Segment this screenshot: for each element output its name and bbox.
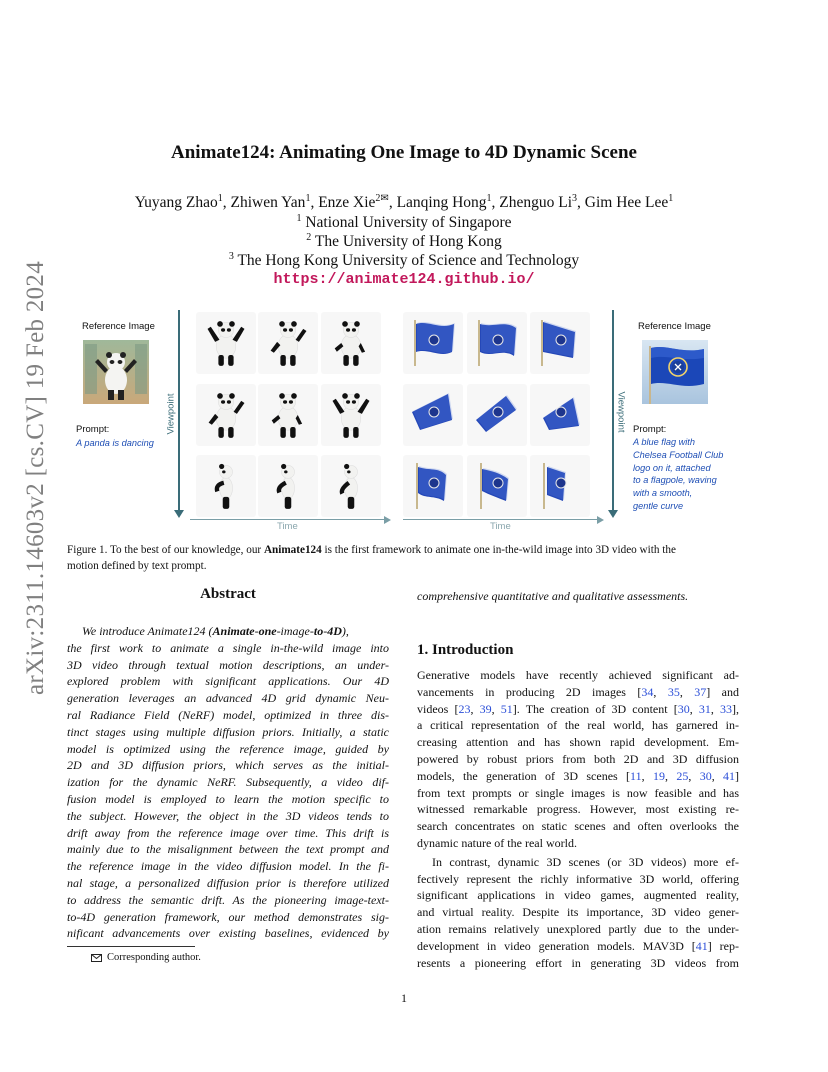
author-name: , Zhenguo Li (491, 194, 573, 211)
panda-render (258, 312, 318, 374)
text-line (417, 904, 739, 921)
author-sup: 1 (668, 192, 674, 204)
text-segment: Generative models have recently achieved significant ad- (417, 668, 739, 682)
author-sup: 3 (572, 192, 578, 204)
abstract-text: We introduce Animate124 ( (82, 624, 213, 638)
flag-render (467, 312, 527, 374)
text-line: to-4D generation framework, our method demonstrates sig- (67, 909, 389, 924)
text-line (417, 701, 739, 718)
abstract-heading (67, 586, 389, 603)
arxiv-stamp: arXiv:2311.14603v2 [cs.CV] 19 Feb 2024 (22, 260, 49, 696)
time-arrow-right-icon (597, 516, 604, 524)
text-segment: , (641, 768, 653, 783)
text-segment: search concentrates on static scenes and often overlooks the (417, 819, 739, 834)
text-segment: resents a pioneering effort in generating 3D videos from (417, 955, 739, 970)
flag-render (530, 312, 590, 374)
flag-render (467, 455, 527, 517)
text-line: 2D and 3D diffusion priors, which serves as the initial- (67, 758, 389, 773)
affiliation-1 (0, 214, 808, 232)
text-line: drift away from the reference image over time. This drift is (67, 825, 389, 840)
introduction-body (417, 667, 739, 971)
author-name: , Enze Xie (310, 194, 376, 211)
abstract-text: - (254, 624, 259, 638)
panda-render (196, 312, 256, 374)
caption-text: motion defined by text prompt. (67, 559, 207, 572)
abstract-text: - (323, 624, 328, 638)
text-segment: In contrast, dynamic 3D scenes (or 3D videos) more ef- (432, 854, 739, 869)
text-segment: and virtual reality. Despite its importance, 3D video gener- (417, 905, 739, 920)
text-segment: , (470, 701, 480, 716)
viewpoint-axis-left (178, 310, 180, 516)
text-line (417, 854, 739, 871)
affiliation-name: The University of Hong Kong (311, 233, 502, 250)
author-name: , Lanqing Hong (388, 194, 487, 211)
text-line (417, 955, 739, 972)
abstract-bold: one (258, 624, 277, 638)
text-segment: dynamic nature of the real world. (417, 835, 577, 850)
text-line (417, 785, 739, 802)
viewpoint-label-right: Viewpoint (615, 391, 627, 433)
time-label-right: Time (490, 521, 511, 532)
text-line: ral Radiance Field (NeRF) model, optimized in three dis- (67, 707, 389, 722)
citation-link[interactable]: 41 (695, 938, 708, 953)
citation-link[interactable]: 31 (698, 701, 711, 716)
text-line (417, 921, 739, 938)
text-segment: ] rep- (707, 938, 739, 953)
text-line (417, 734, 739, 751)
text-line (417, 871, 739, 888)
text-segment: ] (735, 768, 740, 783)
abstract-lines (67, 640, 389, 942)
text-line: the subject. However, the object in the 3D videos tends to (67, 808, 389, 823)
text-segment: , (689, 701, 699, 716)
author-sup: 2✉ (375, 192, 389, 204)
right-reference-label: Reference Image (638, 321, 711, 332)
text-line: 3D video through textual motion descriptions, an under- (67, 657, 389, 672)
text-segment: , (491, 701, 501, 716)
panda-render (321, 455, 381, 517)
text-line (417, 938, 739, 955)
text-line: model is optimized using the reference image, guided by (67, 741, 389, 756)
citation-link[interactable]: 41 (723, 768, 736, 783)
text-line: mainly due to the misalignment between the text prompt and (67, 842, 389, 857)
citation-link[interactable]: 11 (630, 768, 642, 783)
text-line (417, 667, 739, 684)
project-url-link[interactable]: https://animate124.github.io/ (273, 271, 535, 288)
text-segment: , (711, 768, 724, 783)
panda-render (321, 312, 381, 374)
author-sup: 1 (217, 192, 223, 204)
affiliation-name: National University of Singapore (301, 214, 512, 231)
author-sup: 1 (305, 192, 311, 204)
text-line: the reference image in the video diffusion model. In the fi- (67, 859, 389, 874)
flag-render (467, 384, 527, 446)
author-name: , Zhiwen Yan (222, 194, 306, 211)
citation-link[interactable]: 19 (652, 768, 665, 783)
caption-bold: Animate124 (263, 544, 322, 556)
flag-render (403, 384, 463, 446)
footnote-rule (67, 946, 195, 947)
citation-link[interactable]: 35 (667, 684, 680, 699)
text-line: nal stage, a personalized diffusion prior is therefore utilized (67, 875, 389, 890)
text-segment: powered by robust priors from both 2D and 3D diffusion (417, 751, 739, 766)
author-name: Yuyang Zhao (134, 194, 218, 211)
affiliation-sup: 2 (306, 231, 312, 243)
figure-caption (67, 543, 747, 574)
text-line: generation leverages an advanced 4D grid dynamic Neu- (67, 691, 389, 706)
abstract-heading-text: Abstract (200, 586, 256, 602)
caption-text: Figure 1. To the best of our knowledge, our (67, 544, 264, 556)
citation-link[interactable]: 37 (694, 684, 707, 699)
citation-link[interactable]: 23 (458, 701, 471, 716)
text-line (417, 818, 739, 835)
introduction-heading (417, 642, 513, 659)
text-segment: witnessed remarkable progress. However, most existing re- (417, 802, 739, 817)
text-segment: from text prompts or single images is now feasible and has (417, 785, 739, 800)
prompt-line: A blue flag with (633, 437, 695, 447)
citation-link[interactable]: 25 (676, 768, 689, 783)
author-name: , Gim Hee Lee (577, 194, 669, 211)
affiliation-sup: 3 (228, 250, 234, 262)
caption-text: is the first framework to animate one in-the-wild image into 3D video with the (321, 544, 676, 556)
text-segment: significant applications in video games, augmented reality, (417, 888, 739, 903)
text-segment: , (710, 701, 721, 716)
viewpoint-arrow-left-icon (174, 510, 184, 518)
prompt-line: Chelsea Football Club (633, 449, 724, 460)
text-segment: , (653, 684, 668, 699)
viewpoint-axis-right (612, 310, 614, 516)
prompt-line: to a flagpole, waving (633, 475, 717, 486)
left-reference-label: Reference Image (82, 321, 155, 332)
text-segment: , (664, 768, 677, 783)
citation-link[interactable]: 30 (699, 768, 712, 783)
page-number: 1 (401, 991, 407, 1005)
footnote-text: Corresponding author. (107, 952, 201, 963)
text-segment: ]. The creation of 3D content [ (512, 701, 678, 716)
text-line (417, 768, 739, 785)
introduction-paragraph-2 (417, 854, 739, 972)
abstract-text: ), (341, 624, 349, 638)
affiliation-name: The Hong Kong University of Science and Technology (233, 252, 580, 269)
abstract-body (67, 623, 389, 942)
prompt-line: gentle curve (633, 500, 684, 511)
flag-render (403, 312, 463, 374)
text-line: fusion model is employed to learn the motion specific to (67, 791, 389, 806)
text-line (417, 684, 739, 701)
text-segment: vancements in producing 2D images [ (417, 684, 642, 699)
right-prompt-label: Prompt: (633, 424, 667, 435)
viewpoint-label-left: Viewpoint (165, 393, 177, 435)
text-segment: ] and (706, 684, 739, 699)
text-line: tinct stages using multiple diffusion priors. Initially, a static (67, 724, 389, 739)
text-line (417, 887, 739, 904)
text-segment: ], (732, 701, 740, 716)
panda-render (258, 455, 318, 517)
flag-render (530, 384, 590, 446)
text-line: nificant advancements over existing baselines, evidenced by (67, 926, 389, 941)
text-segment: models, the generation of 3D scenes [ (417, 768, 631, 783)
left-prompt-label: Prompt: (76, 424, 110, 435)
introduction-heading-text: 1. Introduction (417, 642, 514, 658)
abstract-text: -image- (276, 624, 314, 638)
text-segment: , (688, 768, 700, 783)
flag-render (403, 455, 463, 517)
text-segment: a critical representation of the real world, has garnered in- (417, 718, 739, 733)
panda-reference-image (83, 340, 149, 404)
author-sup: 1 (486, 192, 492, 204)
paper-title: Animate124: Animating One Image to 4D Dynamic Scene (171, 142, 637, 163)
affiliation-3 (0, 252, 808, 270)
citation-link[interactable]: 39 (479, 701, 492, 716)
time-arrow-left-icon (384, 516, 391, 524)
footnote (91, 952, 201, 963)
abstract-continuation: comprehensive quantitative and qualitative assessments. (417, 589, 689, 603)
envelope-icon (91, 954, 102, 962)
text-segment: videos [ (417, 701, 459, 716)
abstract-bold: 4D (327, 624, 342, 638)
text-line: explored problem with significant applications. Our 4D (67, 674, 389, 689)
author-list (0, 194, 808, 212)
panda-render (258, 384, 318, 446)
text-line (417, 751, 739, 768)
citation-link[interactable]: 33 (720, 701, 733, 716)
introduction-paragraph-1 (417, 667, 739, 852)
citation-link[interactable]: 34 (641, 684, 654, 699)
time-axis-right (403, 519, 599, 520)
affiliation-sup: 1 (296, 212, 302, 224)
abstract-bold: to (313, 624, 324, 638)
text-segment: ation remains relatively unexplored partly due to the under- (417, 921, 739, 936)
citation-link[interactable]: 30 (677, 701, 690, 716)
abstract-bold: Animate (212, 624, 255, 638)
left-prompt-text: A panda is dancing (76, 438, 154, 448)
abstract-first-line (67, 623, 389, 640)
panda-render (196, 384, 256, 446)
citation-link[interactable]: 51 (500, 701, 513, 716)
affiliation-2 (0, 233, 808, 251)
viewpoint-arrow-right-icon (608, 510, 618, 518)
text-segment: creasing attention and has shown rapid development. Em- (417, 735, 739, 750)
text-line: ization for the dynamic NeRF. Subsequently, a video dif- (67, 775, 389, 790)
time-axis-left (190, 519, 386, 520)
prompt-line: with a smooth, (633, 488, 693, 499)
time-label-left: Time (277, 521, 298, 532)
prompt-line: logo on it, attached (633, 462, 711, 473)
text-segment: fectively represent the richly informative 3D world, offering (417, 871, 739, 886)
right-prompt-text (633, 436, 723, 513)
text-line (417, 717, 739, 734)
flag-render (530, 455, 590, 517)
panda-render (196, 455, 256, 517)
panda-render (321, 384, 381, 446)
text-segment: development in video generation models. MAV3D [ (417, 938, 696, 953)
text-line: the first work to animate a single in-the-wild image into (67, 640, 389, 655)
flag-reference-image (642, 340, 708, 404)
text-line: to address the semantic drift. As the pioneering image-text- (67, 892, 389, 907)
text-line (417, 801, 739, 818)
text-segment: , (679, 684, 695, 699)
text-line (417, 835, 739, 852)
